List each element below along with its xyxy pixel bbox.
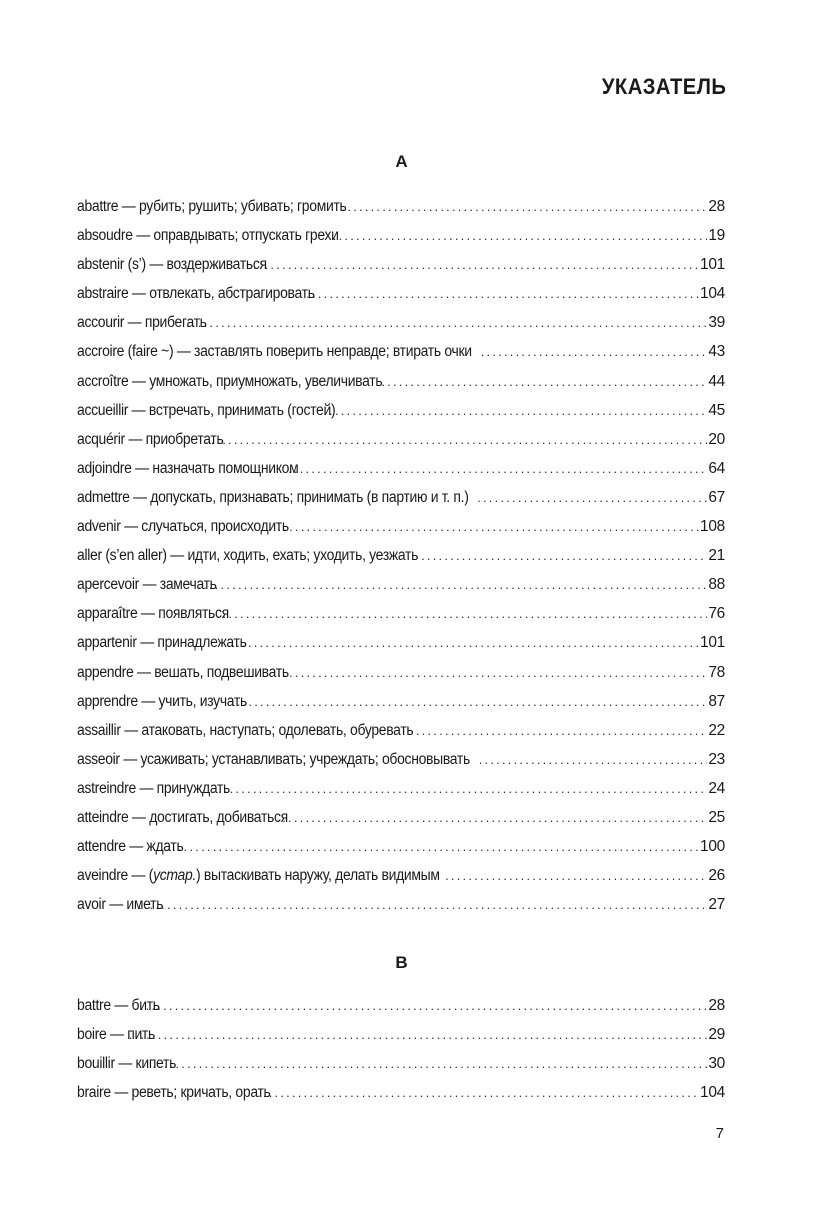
entry-page-number: 20 xyxy=(708,430,725,448)
entry-text: abattre — рубить; рушить; убивать; громить xyxy=(77,198,347,215)
entry-text: abstraire — отвлекать, абстрагировать xyxy=(77,285,315,303)
entry-text xyxy=(77,861,440,890)
entry-page-number: 26 xyxy=(708,867,725,885)
leader-dots xyxy=(479,745,708,774)
entry-page-number: 28 xyxy=(708,997,725,1014)
leader-dots xyxy=(421,541,707,570)
entry-text: appendre — вешать, подвешивать xyxy=(77,663,289,681)
entry-text: accroître — умножать, приумножать, увеличивать xyxy=(77,372,383,390)
index-entry xyxy=(77,221,725,250)
entry-page-number: 108 xyxy=(700,518,725,536)
index-list-b xyxy=(77,991,725,1107)
entry-text: battre — бить xyxy=(77,997,160,1014)
entry-page-number: 104 xyxy=(700,1084,725,1102)
entry-page-number: 19 xyxy=(708,227,725,245)
index-entry xyxy=(77,832,725,861)
page-title: УКАЗАТЕЛЬ xyxy=(601,74,726,99)
entry-text: braire — реветь; кричать, орать xyxy=(77,1084,271,1102)
leader-dots xyxy=(481,337,708,366)
leader-dots xyxy=(381,367,707,396)
leader-dots xyxy=(306,279,699,308)
index-entry xyxy=(77,425,725,454)
leader-dots xyxy=(329,396,707,425)
entry-page-number: 101 xyxy=(700,256,725,274)
leader-dots xyxy=(276,803,707,832)
entry-text: accroire (faire ~) — заставлять поверить неправде; втирать очки xyxy=(77,343,472,361)
entry-page-number: 76 xyxy=(708,605,725,623)
entry-page-number: 24 xyxy=(708,779,725,797)
entry-text: advenir — случаться, происходить xyxy=(77,518,289,536)
leader-dots xyxy=(186,308,707,337)
leader-dots xyxy=(231,687,707,716)
index-entry xyxy=(77,890,725,919)
leader-dots xyxy=(333,221,708,250)
leader-dots xyxy=(257,1078,699,1107)
leader-dots xyxy=(445,861,707,890)
index-entry xyxy=(77,716,725,745)
index-entry xyxy=(77,454,725,483)
entry-page-number: 88 xyxy=(708,576,725,594)
entry-text: abstenir (s’) — воздерживаться xyxy=(77,256,267,274)
leader-dots xyxy=(211,599,707,628)
index-entry xyxy=(77,1078,725,1107)
leader-dots xyxy=(277,658,707,687)
index-entry xyxy=(77,396,725,425)
leader-dots xyxy=(197,570,707,599)
index-entry xyxy=(77,250,725,279)
entry-page-number: 101 xyxy=(700,634,725,652)
entry-text: appartenir — принадлежать xyxy=(77,634,247,652)
entry-text: adjoindre — назначать помощником xyxy=(77,459,299,477)
index-entry xyxy=(77,512,725,541)
entry-text: atteindre — достигать, добиваться xyxy=(77,808,288,826)
entry-page-number: 22 xyxy=(708,721,725,739)
entry-page-number: 64 xyxy=(708,459,725,477)
entry-text: assaillir — атаковать, наступать; одолевать, обуревать xyxy=(77,721,414,739)
entry-text: astreindre — принуждать xyxy=(77,779,231,797)
entry-page-number: 44 xyxy=(708,372,725,390)
index-entry xyxy=(77,745,725,774)
index-entry xyxy=(77,774,725,803)
entry-page-number: 43 xyxy=(708,343,725,361)
leader-dots xyxy=(277,512,699,541)
index-entry xyxy=(77,628,725,657)
entry-page-number: 39 xyxy=(708,314,725,332)
leader-dots xyxy=(288,454,707,483)
leader-dots xyxy=(342,192,708,221)
entry-page-number: 29 xyxy=(708,1026,725,1044)
entry-text: attendre — ждать xyxy=(77,838,184,856)
leader-dots xyxy=(134,991,707,1020)
entry-text: aller (s’en aller) — идти, ходить, ехать; уходить, уезжать xyxy=(77,547,419,565)
entry-text: boire — пить xyxy=(77,1026,155,1044)
entry-text-part: aveindre — ( xyxy=(77,867,154,885)
index-entry xyxy=(77,367,725,396)
entry-text: asseoir — усаживать; устанавливать; учреждать; обосновывать xyxy=(77,750,470,768)
entry-page-number: 27 xyxy=(708,896,725,914)
leader-dots xyxy=(160,832,699,861)
entry-page-number: 45 xyxy=(708,401,725,419)
leader-dots xyxy=(253,250,699,279)
entry-text: apprendre — учить, изучать xyxy=(77,692,247,710)
leader-dots xyxy=(129,1020,708,1049)
entry-page-number: 87 xyxy=(708,692,725,710)
leader-dots xyxy=(138,890,707,919)
leader-dots xyxy=(231,628,700,657)
index-entry xyxy=(77,308,725,337)
index-entry xyxy=(77,337,725,366)
leader-dots xyxy=(416,716,708,745)
index-entry xyxy=(77,1020,725,1049)
entry-text: bouillir — кипеть xyxy=(77,1055,177,1073)
entry-text: apercevoir — замечать xyxy=(77,576,217,594)
entry-text: admettre — допускать, признавать; принимать (в партию и т. п.) xyxy=(77,488,469,506)
entry-text: absoudre — оправдывать; отпускать грехи xyxy=(77,227,339,245)
index-entry xyxy=(77,1049,725,1078)
entry-page-number: 28 xyxy=(708,198,725,215)
entry-page-number: 78 xyxy=(708,663,725,681)
leader-dots xyxy=(212,774,707,803)
index-entry xyxy=(77,687,725,716)
entry-text: apparaître — появляться xyxy=(77,605,229,623)
entry-text-italic: устар. xyxy=(153,867,197,885)
entry-page-number: 23 xyxy=(708,750,725,768)
index-entry xyxy=(77,279,725,308)
entry-page-number: 100 xyxy=(700,838,725,856)
index-entry xyxy=(77,861,725,890)
index-entry xyxy=(77,483,725,512)
section-heading-b: B xyxy=(395,953,408,972)
entry-text-part: ) вытаскивать наружу, делать видимым xyxy=(196,867,440,885)
entry-text: accueillir — встречать, принимать (гостей) xyxy=(77,401,336,419)
entry-page-number: 25 xyxy=(708,808,725,826)
index-entry xyxy=(77,192,725,221)
entry-text: avoir — иметь xyxy=(77,896,164,914)
page-number: 7 xyxy=(715,1125,724,1142)
entry-page-number: 21 xyxy=(708,547,725,565)
entry-text: acquérir — приобретать xyxy=(77,430,224,448)
leader-dots xyxy=(477,483,707,512)
index-entry xyxy=(77,991,725,1020)
index-entry xyxy=(77,658,725,687)
entry-text: accourir — прибегать xyxy=(77,314,207,332)
section-heading-a: A xyxy=(395,152,408,171)
leader-dots xyxy=(152,1049,707,1078)
index-entry xyxy=(77,541,725,570)
index-entry xyxy=(77,599,725,628)
index-entry xyxy=(77,570,725,599)
entry-page-number: 30 xyxy=(708,1055,725,1073)
leader-dots xyxy=(205,425,708,454)
index-list-a xyxy=(77,192,725,919)
entry-page-number: 104 xyxy=(700,285,725,303)
index-entry xyxy=(77,803,725,832)
entry-page-number: 67 xyxy=(708,488,725,506)
